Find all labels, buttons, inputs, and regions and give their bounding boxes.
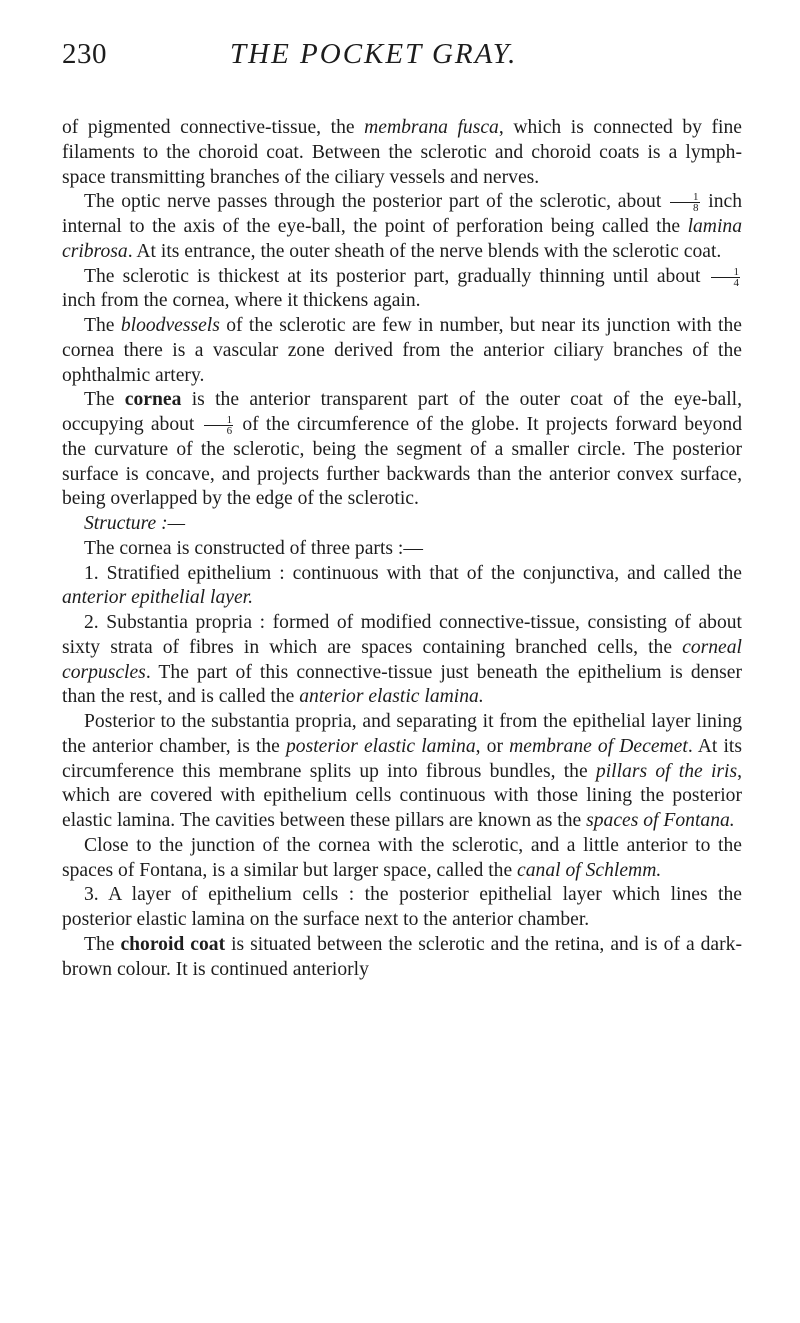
term-anterior-elastic-lamina: anterior elastic lamina. <box>299 686 484 708</box>
list-item-posterior-epithelial-layer: 3. A layer of epithelium cells : the posterior epithelial layer which lines the posterior elastic lamina on the surface next to the anterior chamber. <box>62 884 742 930</box>
paragraph-membrana-fusca <box>62 116 742 190</box>
term-corneal-corpuscles: corneal corpuscles <box>62 636 742 683</box>
text-span: , which are covered with epithelium cells continuous with those lining the posterior elastic lamina. The cavities between these pillars are known as the <box>62 760 743 831</box>
text-span: , or <box>475 735 510 757</box>
subheading-text: Structure :— <box>84 513 186 534</box>
running-head <box>62 38 742 78</box>
text-span: of the sclerotic are few in number, but near its junction with the cornea there is a vascular zone derived from the anterior ciliary branches of the ophthalmic artery. <box>62 315 742 386</box>
term-canal-of-schlemm: canal of Schlemm. <box>517 859 662 881</box>
paragraph-optic-nerve <box>62 190 742 264</box>
paragraph-sclerotic-thickness <box>62 265 742 315</box>
fraction-numerator: 1 <box>711 267 741 278</box>
text-span: . The part of this connective-tissue just beneath the epithelium is denser than the rest, and is called the <box>62 661 742 708</box>
paragraph-bloodvessels <box>62 314 742 388</box>
text-span: 2. Substantia propria : formed of modified connective-tissue, consisting of about sixty strata of fibres in which are spaces containing branched cells, the <box>62 612 742 658</box>
text-span: The <box>84 389 125 411</box>
list-item-substantia-propria <box>62 611 742 710</box>
text-span: of the circumference of the globe. It projects forward beyond the curvature of the sclerotic, being the segment of a smaller circle. The posterior surface is concave, and projects further backwards than the anterior convex surface, being overlapped by the edge of the sclerotic. <box>62 414 743 510</box>
text-span: of pigmented connective-tissue, the <box>62 117 365 138</box>
text-span: Close to the junction of the cornea with the sclerotic, and a little anterior to the spaces of Fontana, is a similar but larger space, called the <box>62 834 742 881</box>
paragraph-cornea-parts: The cornea is constructed of three parts :— <box>84 537 423 559</box>
term-choroid-coat: choroid coat <box>120 933 226 955</box>
paragraph-choroid-coat <box>62 933 742 983</box>
fraction-numerator: 1 <box>670 192 700 203</box>
term-anterior-epithelial-layer: anterior epithelial layer. <box>62 587 254 609</box>
text-span: inch from the cornea, where it thickens again. <box>62 290 421 312</box>
fraction-one-sixth <box>204 415 234 436</box>
text-span: Posterior to the substantia propria, and separating it from the epithelial layer lining the anterior chamber, is the <box>62 711 742 757</box>
term-posterior-elastic-lamina: posterior elastic lamina <box>286 735 476 757</box>
fraction-numerator: 1 <box>204 415 234 426</box>
body-text <box>62 116 742 982</box>
term-pillars-of-the-iris: pillars of the iris <box>595 760 738 782</box>
page-number: 230 <box>62 38 107 70</box>
term-membrane-of-decemet: membrane of Decemet <box>509 735 688 757</box>
paragraph-posterior-elastic-lamina <box>62 710 742 834</box>
fraction-denominator: 6 <box>226 425 233 437</box>
text-span: The sclerotic is thickest at its posterior part, gradually thinning until about <box>84 265 709 287</box>
term-spaces-of-fontana: spaces of Fontana. <box>586 810 735 831</box>
term-bloodvessels: bloodvessels <box>120 315 220 336</box>
fraction-denominator: 8 <box>693 202 699 215</box>
term-cornea: cornea <box>124 389 182 411</box>
text-span: is the anterior transparent part of the outer coat of the eye-ball, occupying about <box>62 389 742 435</box>
text-span: inch internal to the axis of the eye-ball, the point of perforation being called the <box>62 191 742 237</box>
running-title: THE POCKET GRAY. <box>230 38 518 70</box>
text-span: , which is connected by fine filaments to the choroid coat. Between the sclerotic and choroid coats is a lymph-space transmitting branches of the ciliary vessels and nerves. <box>62 117 742 188</box>
subheading-structure <box>62 512 742 537</box>
text-span: . At its circumference this membrane splits up into fibrous bundles, the <box>62 735 742 782</box>
paragraph-cornea <box>62 388 742 512</box>
text-span: The optic nerve passes through the posterior part of the sclerotic, about <box>84 191 669 213</box>
paragraph-canal-of-schlemm <box>62 834 742 884</box>
fraction-one-eighth <box>670 192 700 213</box>
fraction-denominator: 4 <box>733 276 739 289</box>
text-span: The <box>84 315 121 336</box>
term-membrana-fusca: membrana fusca <box>364 117 499 138</box>
text-span: . At its entrance, the outer sheath of the nerve blends with the sclerotic coat. <box>127 240 722 262</box>
list-item-stratified-epithelium <box>62 562 742 612</box>
text-span: is situated between the sclerotic and the retina, and is of a dark-brown colour. It is continued anteriorly <box>62 933 742 980</box>
fraction-one-quarter <box>711 267 741 288</box>
term-lamina-cribrosa: lamina cribrosa <box>62 216 742 262</box>
text-span: 1. Stratified epithelium : continuous with that of the conjunctiva, and called the <box>84 562 742 584</box>
text-span: The <box>84 933 121 955</box>
